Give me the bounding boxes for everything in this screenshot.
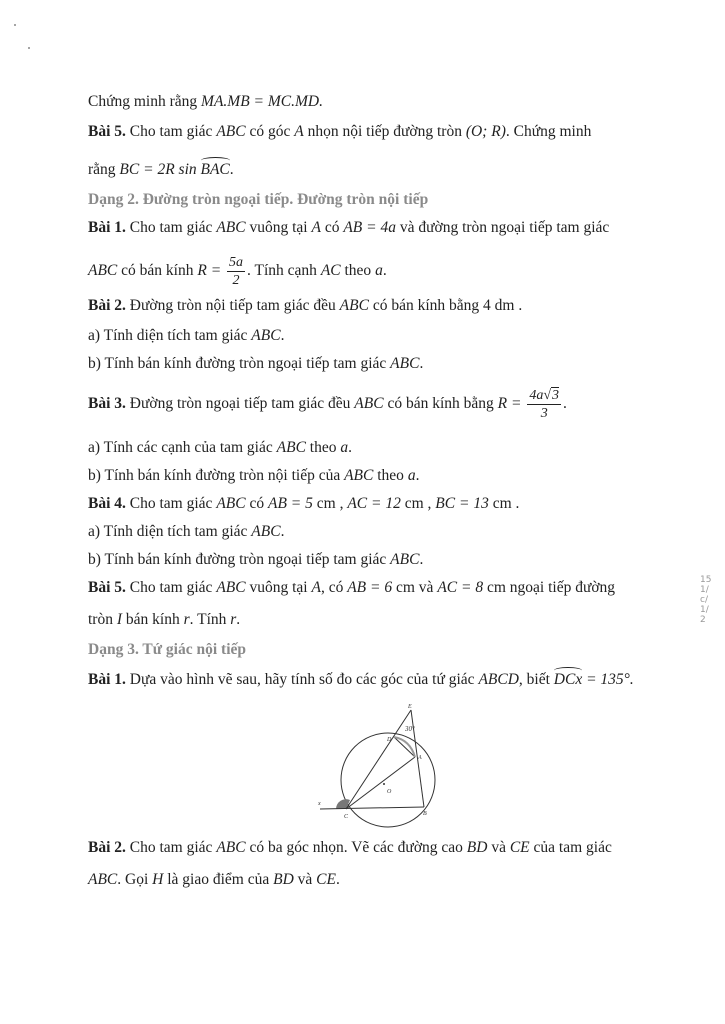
text: nhọn nội tiếp đường tròn <box>307 123 462 140</box>
text: có bán kính bằng <box>387 395 494 412</box>
text: . <box>236 611 241 628</box>
problem-label: Bài 2. <box>88 297 126 314</box>
problem-line <box>88 494 685 514</box>
scan-speck <box>14 24 16 26</box>
math: ABC <box>216 123 246 140</box>
problem-line <box>88 354 685 374</box>
text: có <box>324 219 340 236</box>
math: CE <box>509 839 530 856</box>
text: . <box>348 439 352 456</box>
text: và <box>491 839 506 856</box>
text: vuông tại <box>249 579 308 596</box>
math: A <box>311 219 321 236</box>
math: ABC <box>251 327 281 344</box>
problem-line <box>88 670 685 690</box>
text: cm , <box>404 495 432 512</box>
problem-line <box>88 326 685 346</box>
problem-label: Bài 1. <box>88 219 126 236</box>
problem-label: Bài 1. <box>88 671 126 688</box>
section-heading: Dạng 2. Đường tròn ngoại tiếp. Đường tròn nội tiếp <box>88 191 429 208</box>
problem-line <box>88 870 685 890</box>
problem-line <box>88 252 685 292</box>
math: AB = 4a <box>343 219 396 236</box>
math: A <box>311 579 321 596</box>
text: . <box>229 161 234 178</box>
text: Cho tam giác <box>129 219 213 236</box>
text: b) Tính bán kính đường tròn ngoại tiếp tam giác <box>88 551 387 568</box>
problem-label: Bài 2. <box>88 839 126 856</box>
text: rằng <box>88 161 116 178</box>
math: BD <box>273 871 294 888</box>
text: . <box>419 355 424 372</box>
problem-line <box>88 438 685 458</box>
text: cm và <box>395 579 434 596</box>
center-point <box>383 783 385 785</box>
problem-line <box>88 838 685 858</box>
text: Cho tam giác <box>129 495 213 512</box>
numerator: 4a√3 <box>529 387 560 403</box>
text: a) Tính diện tích tam giác <box>88 523 248 540</box>
text: , có <box>320 579 344 596</box>
math: = 135°. <box>586 671 634 688</box>
text: . <box>382 262 387 279</box>
problem-line <box>88 296 685 316</box>
problem-line <box>88 218 685 238</box>
math: a <box>375 262 383 279</box>
text: b) Tính bán kính đường tròn nội tiếp của <box>88 467 341 484</box>
arc-notation: BAC <box>200 161 230 178</box>
label-E: E <box>408 704 412 710</box>
denominator: 2 <box>232 272 240 288</box>
math: BC = 2R sin <box>119 161 197 178</box>
math: r <box>183 611 190 628</box>
problem-label: Bài 5. <box>88 123 126 140</box>
label-D: D <box>387 737 392 743</box>
text: có ba góc nhọn. Vẽ các đường cao <box>249 839 463 856</box>
text: , biết <box>518 671 550 688</box>
text: có <box>249 495 265 512</box>
problem-line <box>88 610 685 630</box>
math: ABC <box>354 395 384 412</box>
text: Đường tròn ngoại tiếp tam giác đều <box>129 395 351 412</box>
math: ABC <box>251 523 281 540</box>
text: cm . <box>492 495 520 512</box>
math: AC = 12 <box>347 495 401 512</box>
math: BD <box>466 839 488 856</box>
text-line <box>88 92 685 112</box>
math: ABC <box>216 495 246 512</box>
math: a <box>340 439 349 456</box>
text: Cho tam giác <box>129 579 213 596</box>
math: ABC <box>216 579 246 596</box>
math: a <box>407 467 416 484</box>
text: là giao điểm của <box>167 871 270 888</box>
problem-line <box>88 550 685 570</box>
math: H <box>152 871 164 888</box>
text: tròn <box>88 611 113 628</box>
math: r <box>230 611 237 628</box>
text: Chứng minh rằng <box>88 93 198 110</box>
label-B: B <box>423 811 427 817</box>
fraction <box>527 387 561 422</box>
label-x: x <box>318 801 321 807</box>
text: Cho tam giác <box>129 123 213 140</box>
math: ABC <box>88 871 118 888</box>
text: bán kính <box>125 611 180 628</box>
problem-line <box>88 578 685 598</box>
text: Đường tròn nội tiếp tam giác đều <box>129 297 336 314</box>
problem-line <box>88 122 685 142</box>
math: ABC <box>344 467 374 484</box>
text: 4a <box>529 387 544 403</box>
math: (O; R) <box>465 123 506 140</box>
denominator: 3 <box>540 405 548 421</box>
math: ABC <box>339 297 369 314</box>
problem-line <box>88 466 685 486</box>
math: MA.MB = MC.MD. <box>201 93 323 110</box>
text: và <box>297 871 313 888</box>
text: . <box>419 551 424 568</box>
problem-line <box>88 160 685 180</box>
text: vuông tại <box>249 219 308 236</box>
text: a) Tính các cạnh của tam giác <box>88 439 273 456</box>
fraction <box>227 254 245 289</box>
text: . Tính <box>189 611 227 628</box>
math: ABC <box>88 262 118 279</box>
math: BC = 13 <box>435 495 489 512</box>
math: ABC <box>216 219 246 236</box>
text: của tam giác <box>533 839 612 856</box>
label-C: C <box>344 814 349 820</box>
section-heading: Dạng 3. Tứ giác nội tiếp <box>88 641 247 658</box>
text: . <box>335 871 340 888</box>
text: và đường tròn ngoại tiếp tam giác <box>399 219 610 236</box>
text: có góc <box>249 123 291 140</box>
text: a) Tính diện tích tam giác <box>88 327 248 344</box>
geometry-figure <box>310 700 440 830</box>
text: Dựa vào hình vẽ sau, hãy tính số đo các góc của tứ giác <box>129 671 475 688</box>
text: . <box>415 467 420 484</box>
line-ca <box>346 757 415 809</box>
problem-label: Bài 3. <box>88 395 126 412</box>
text: b) Tính bán kính đường tròn ngoại tiếp tam giác <box>88 355 387 372</box>
math: I <box>116 611 123 628</box>
problem-line <box>88 522 685 542</box>
text: . <box>563 395 567 412</box>
text: theo <box>309 439 337 456</box>
circle-o <box>341 733 435 827</box>
text: theo <box>377 467 404 484</box>
math: ABC <box>276 439 306 456</box>
text: có bán kính bằng 4 dm . <box>372 297 523 314</box>
problem-line <box>88 384 685 426</box>
text: . Gọi <box>117 871 149 888</box>
line-ec <box>346 710 411 809</box>
math: AB = 5 <box>267 495 313 512</box>
text: . <box>280 523 285 540</box>
math: R = <box>497 395 522 412</box>
numerator: 5a <box>229 254 244 270</box>
math: ABC <box>390 355 420 372</box>
text: . Tính cạnh <box>247 262 317 279</box>
math: AC = 8 <box>437 579 484 596</box>
math: AC <box>320 262 341 279</box>
text: . <box>280 327 285 344</box>
text: Cho tam giác <box>129 839 213 856</box>
label-O: O <box>387 789 392 795</box>
math: ABC <box>216 839 246 856</box>
margin-handwriting: 15 1/c/1/2 <box>700 575 712 625</box>
label-angle: 30° <box>405 725 415 733</box>
line-xb <box>320 807 424 809</box>
scan-speck <box>28 47 30 49</box>
arc-notation: DCx <box>553 671 583 688</box>
math: ABC <box>390 551 420 568</box>
math: R = <box>197 262 222 279</box>
radicand: 3 <box>552 387 560 403</box>
problem-label: Bài 4. <box>88 495 126 512</box>
label-A: A <box>418 755 422 761</box>
math: ABCD <box>478 671 519 688</box>
text: theo <box>344 262 372 279</box>
math: CE <box>316 871 336 888</box>
text: cm ngoại tiếp đường <box>486 579 616 596</box>
text: cm , <box>316 495 344 512</box>
math: A <box>294 123 304 140</box>
text: . Chứng minh <box>505 123 592 140</box>
text: có bán kính <box>121 262 194 279</box>
problem-label: Bài 5. <box>88 579 126 596</box>
math: AB = 6 <box>347 579 393 596</box>
